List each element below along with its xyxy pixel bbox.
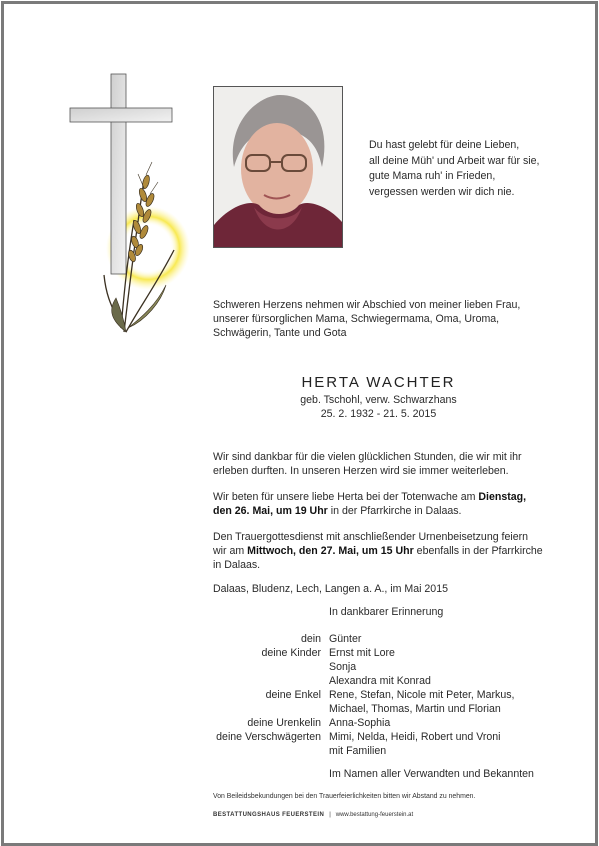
deceased-name: HERTA WACHTER — [301, 374, 456, 391]
company-separator: | — [329, 812, 331, 818]
place-date: Dalaas, Bludenz, Lech, Langen a. A., im Mai 2015 — [213, 583, 448, 595]
mourner-row — [200, 730, 540, 758]
mourner-name: Rene, Stefan, Nicole mit Peter, Markus, — [329, 689, 515, 701]
mourner-label: dein — [300, 633, 321, 645]
funeral-text: Den Trauergottesdienst mit anschließender Urnenbeisetzung feiern wir am — [213, 531, 529, 557]
memory-line: In dankbarer Erinnerung — [329, 606, 444, 618]
closing-line: Im Namen aller Verwandten und Bekannten — [329, 768, 534, 780]
poem-line: vergessen werden wir dich nie. — [369, 185, 515, 198]
wake-text: Wir beten für unsere liebe Herta bei der Totenwache am — [213, 491, 479, 503]
life-dates: 25. 2. 1932 - 21. 5. 2015 — [320, 408, 437, 420]
funeral-datetime: Mittwoch, den 27. Mai, um 15 Uhr — [247, 545, 414, 557]
mourner-row — [200, 646, 540, 688]
poem-line: gute Mama ruh' in Frieden, — [369, 170, 496, 182]
mourner-label: deine Kinder — [261, 647, 321, 659]
mourner-row — [200, 716, 540, 730]
company-footer — [213, 812, 413, 818]
birth-names: geb. Tschohl, verw. Schwarzhans — [300, 394, 457, 406]
mourner-row — [200, 688, 540, 716]
wake-datetime: Dienstag, den 26. Mai, um 19 Uhr — [213, 491, 527, 517]
mourner-name: Michael, Thomas, Martin und Florian — [329, 703, 501, 715]
funeral-paragraph — [213, 530, 543, 572]
funeral-location: ebenfalls in der Pfarrkirche in Dalaas. — [213, 545, 543, 571]
mourner-label: deine Enkel — [265, 689, 321, 701]
mourner-name: Günter — [329, 633, 362, 645]
portrait-photo — [213, 86, 343, 248]
wake-paragraph — [213, 490, 543, 518]
mourners-list — [200, 632, 540, 758]
mourner-name: mit Familien — [329, 745, 387, 757]
cross-wheat-illustration — [66, 70, 206, 340]
mourner-label: deine Verschwägerten — [216, 731, 321, 743]
gratitude-paragraph: Wir sind dankbar für die vielen glücklichen Stunden, die wir mit ihr erleben durften. In unseren Herzen wird sie immer weiterleben. — [213, 451, 522, 477]
mourner-name: Anna-Sophia — [329, 717, 391, 729]
mourner-name: Alexandra mit Konrad — [329, 675, 431, 687]
wake-location: in der Pfarrkirche in Dalaas. — [327, 505, 462, 517]
mourner-name: Sonja — [329, 661, 357, 673]
poem-line: all deine Müh' und Arbeit war für sie, — [369, 154, 540, 167]
mourner-name: Mimi, Nelda, Heidi, Robert und Vroni — [329, 731, 501, 743]
intro-text: Schweren Herzens nehmen wir Abschied von meiner lieben Frau, unserer fürsorglichen Mama, Schwiegermama, Oma, Uroma, Schwägerin, Tante und Gota — [213, 299, 521, 339]
mourner-label: deine Urenkelin — [247, 717, 321, 729]
company-url: www.bestattung-feuerstein.at — [335, 812, 414, 818]
condolence-note: Von Beileidsbekundungen bei den Trauerfeierlichkeiten bitten wir Abstand zu nehmen. — [213, 793, 476, 800]
poem-line: Du hast gelebt für deine Lieben, — [369, 139, 520, 151]
company-name: BESTATTUNGSHAUS FEUERSTEIN — [213, 812, 325, 818]
mourner-name: Ernst mit Lore — [329, 647, 395, 659]
mourner-row — [200, 632, 540, 646]
poem — [369, 138, 539, 200]
